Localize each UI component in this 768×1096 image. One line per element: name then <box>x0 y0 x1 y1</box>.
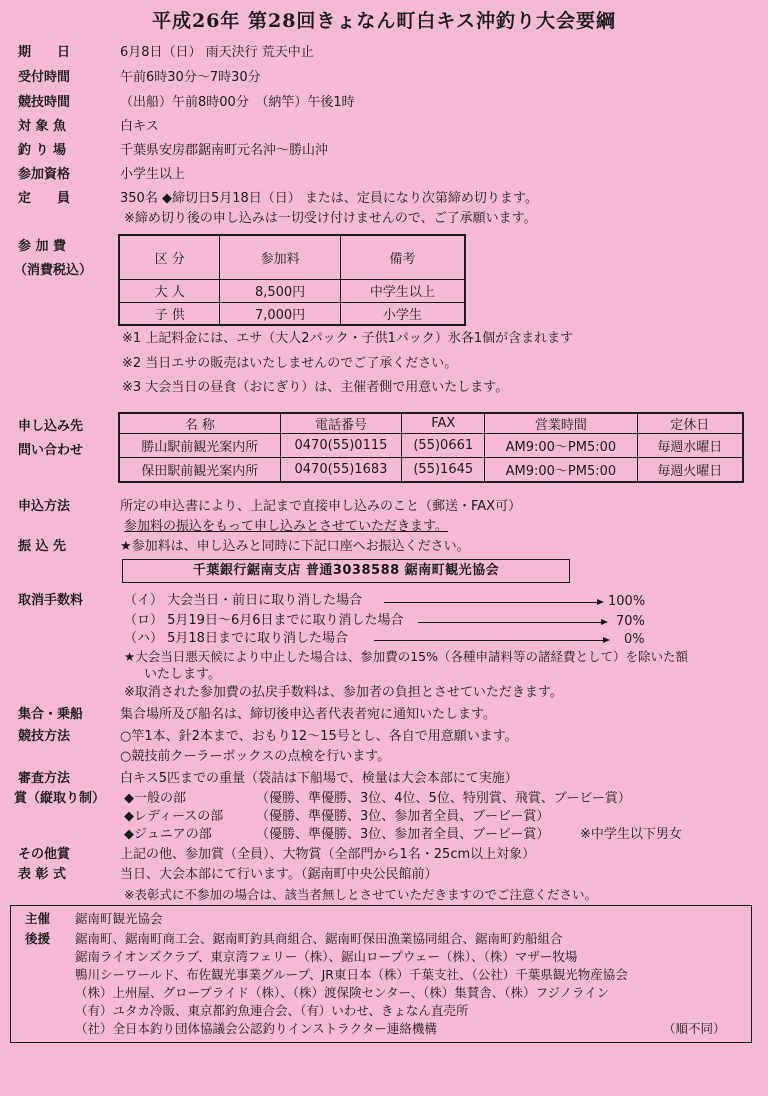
fee-label: 参 加 費 <box>18 239 67 254</box>
cancel-pct-3: 0% <box>624 632 645 647</box>
apply-label: 申込方法 <box>18 499 71 514</box>
support-line: （社）全日本釣り団体協議会公認釣りインストラクター連絡機構 <box>75 1021 437 1036</box>
organizer-box <box>10 905 752 1043</box>
fee-header-cell: 備考 <box>340 235 465 279</box>
contact-label-inquiry: 問い合わせ <box>18 443 84 458</box>
fee-cell: 子 供 <box>119 302 220 325</box>
fee-cell: 小学生 <box>340 302 465 325</box>
support-line: 鋸南ライオンズクラブ、東京湾フェリー（株）、鋸山ロープウェー（株）、（株）マザー牧場 <box>75 949 578 964</box>
page-title: 平成26年 第28回きょなん町白キス沖釣り大会要綱 <box>151 10 617 32</box>
contact-cell: AM9:00～PM5:00 <box>485 434 637 458</box>
host-label: 主催 <box>25 911 51 926</box>
gather-value: 集合場所及び船名は、締切後申込者代表者宛に通知いたします。 <box>120 707 496 722</box>
apply-line-1: 所定の申込書により、上記まで直接申し込みのこと（郵送・FAX可） <box>120 499 522 514</box>
contact-header-cell: 名 称 <box>119 413 280 434</box>
prize-label: 賞（縦取り制） <box>14 791 106 806</box>
fee-table <box>118 234 466 326</box>
method-label: 競技方法 <box>18 729 71 744</box>
prize-desc-general: （優勝、準優勝、3位、4位、5位、特別賞、飛賞、ブービー賞） <box>256 791 631 806</box>
ceremony-label: 表 彰 式 <box>18 867 67 882</box>
fee-cell: 大 人 <box>119 279 220 302</box>
prize-cat-junior: ◆ジュニアの部 <box>124 827 212 842</box>
contact-cell: 0470(55)0115 <box>280 434 402 458</box>
other-prize-label: その他賞 <box>18 847 71 862</box>
contact-row-katsuyama <box>119 434 743 458</box>
transfer-label: 振 込 先 <box>18 539 67 554</box>
prize-junior-note: ※中学生以下男女 <box>580 827 682 842</box>
support-line: （有）ユタカ冷販、東京都釣魚連合会、（有）いわせ、きょなん直売所 <box>75 1003 469 1018</box>
gather-label: 集合・乗船 <box>18 707 84 722</box>
info-label: 期 日 <box>18 45 71 60</box>
contact-label-apply: 申し込み先 <box>18 419 84 434</box>
fee-row-adult <box>119 279 465 302</box>
fee-sublabel: （消費税込） <box>14 263 93 278</box>
info-label: 対 象 魚 <box>18 119 67 134</box>
contact-cell: (55)1645 <box>402 458 485 482</box>
fee-table-header <box>119 235 465 279</box>
method-line-2: ○競技前クーラーボックスの点検を行います。 <box>120 749 391 764</box>
order-note: （順不同） <box>663 1021 726 1036</box>
fee-row-child <box>119 302 465 325</box>
contact-cell: 毎週火曜日 <box>637 458 743 482</box>
prize-cat-ladies: ◆レディースの部 <box>124 809 224 824</box>
cancel-note-2: ※取消された参加費の払戻手数料は、参加者の負担とさせていただきます。 <box>124 685 563 700</box>
judge-label: 審査方法 <box>18 771 71 786</box>
fee-cell: 7,000円 <box>220 302 340 325</box>
cancel-arrow-3 <box>374 640 608 641</box>
apply-line-2: 参加料の振込をもって申し込みとさせていただきます。 <box>124 519 448 534</box>
method-line-1: ○竿1本、針2本まで、おもり12～15号とし、各自で用意願います。 <box>120 729 518 744</box>
cancel-arrow-1 <box>384 602 602 603</box>
cancel-item-3: （ハ） 5月18日までに取り消した場合 <box>124 631 348 646</box>
contact-table-header <box>119 413 743 434</box>
info-value: 千葉県安房郡鋸南町元名沖～勝山沖 <box>120 143 329 158</box>
fee-note-1: ※1 上記料金には、エサ（大人2パック・子供1パック）氷各1個が含まれます <box>122 331 574 346</box>
transfer-line: ★参加料は、申し込みと同時に下記口座へお振込ください。 <box>120 539 470 554</box>
support-line: 鋸南町、鋸南町商工会、鋸南町釣具商組合、鋸南町保田漁業協同組合、鋸南町釣船組合 <box>75 931 563 946</box>
support-line: （株）上州屋、グロープライド（株）、（株）渡保険センター、（株）集賛舎、（株）フジノライン <box>75 985 610 1000</box>
info-value: （出船）午前8時00分 （納竿）午後1時 <box>120 95 355 110</box>
ceremony-value: 当日、大会本部にて行います。（鋸南町中央公民館前） <box>120 867 438 882</box>
cancel-arrow-2 <box>418 622 606 623</box>
other-prize-value: 上記の他、参加賞（全員）、大物賞（全部門から1名・25cm以上対象） <box>120 847 536 862</box>
cancel-note-1a: ★大会当日悪天候により中止した場合は、参加費の15%（各種申請料等の諸経費として）を除いた額 <box>124 649 688 664</box>
contact-cell: 毎週水曜日 <box>637 434 743 458</box>
fee-cell: 中学生以上 <box>340 279 465 302</box>
support-line: 鴨川シーワールド、布佐観光事業グループ、JR東日本（株）千葉支社、（公社）千葉県観光物産協会 <box>75 967 628 982</box>
ceremony-note: ※表彰式に不参加の場合は、該当者無しとさせていただきますのでご注意ください。 <box>124 887 597 902</box>
cancel-label: 取消手数料 <box>18 593 84 608</box>
support-label: 後援 <box>25 931 51 946</box>
prize-desc-ladies: （優勝、準優勝、3位、参加者全員、ブービー賞） <box>256 809 550 824</box>
contact-header-cell: 定休日 <box>637 413 743 434</box>
contact-cell: 0470(55)1683 <box>280 458 402 482</box>
info-label: 定 員 <box>18 191 71 206</box>
contact-cell: 保田駅前観光案内所 <box>119 458 280 482</box>
info-label: 競技時間 <box>18 95 71 110</box>
cancel-note-1b: いたします。 <box>144 667 221 682</box>
info-value: 350名 ◆締切日5月18日（日） または、定員になり次第締め切ります。 <box>120 191 538 206</box>
bank-account-box: 千葉銀行鋸南支店 普通3038588 鋸南町観光協会 <box>122 559 570 583</box>
cancel-item-1: （イ） 大会当日・前日に取り消した場合 <box>124 593 363 608</box>
fee-note-2: ※2 当日エサの販売はいたしませんのでご了承ください。 <box>122 356 458 371</box>
prize-cat-general: ◆一般の部 <box>124 791 186 806</box>
info-value: 6月8日（日） 雨天決行 荒天中止 <box>120 45 314 60</box>
info-label: 参加資格 <box>18 167 71 182</box>
fee-header-cell: 区 分 <box>119 235 220 279</box>
contact-cell: 勝山駅前観光案内所 <box>119 434 280 458</box>
info-value: 白キス <box>120 119 159 134</box>
cancel-item-2: （ロ） 5月19日～6月6日までに取り消した場合 <box>124 613 404 628</box>
info-value: 午前6時30分～7時30分 <box>120 70 261 85</box>
contact-cell: AM9:00～PM5:00 <box>485 458 637 482</box>
fee-note-3: ※3 大会当日の昼食（おにぎり）は、主催者側で用意いたします。 <box>122 380 509 395</box>
info-value: 小学生以上 <box>120 167 186 182</box>
cancel-pct-2: 70% <box>616 614 645 629</box>
contact-cell: (55)0661 <box>402 434 485 458</box>
contact-header-cell: FAX <box>402 413 485 434</box>
contact-row-hota <box>119 458 743 482</box>
contact-header-cell: 電話番号 <box>280 413 402 434</box>
capacity-note: ※締め切り後の申し込みは一切受け付けませんので、ご了承願います。 <box>124 211 537 226</box>
cancel-pct-1: 100% <box>608 594 646 609</box>
info-label: 釣 り 場 <box>18 143 67 158</box>
contact-header-cell: 営業時間 <box>485 413 637 434</box>
info-label: 受付時間 <box>18 70 71 85</box>
fee-header-cell: 参加料 <box>220 235 340 279</box>
judge-value: 白キス5匹までの重量（袋詰は下船場で、検量は大会本部にて実施） <box>120 771 518 786</box>
fee-cell: 8,500円 <box>220 279 340 302</box>
contact-table <box>118 412 744 483</box>
prize-desc-junior: （優勝、準優勝、3位、参加者全員、ブービー賞） <box>256 827 550 842</box>
host-name: 鋸南町観光協会 <box>75 911 163 926</box>
